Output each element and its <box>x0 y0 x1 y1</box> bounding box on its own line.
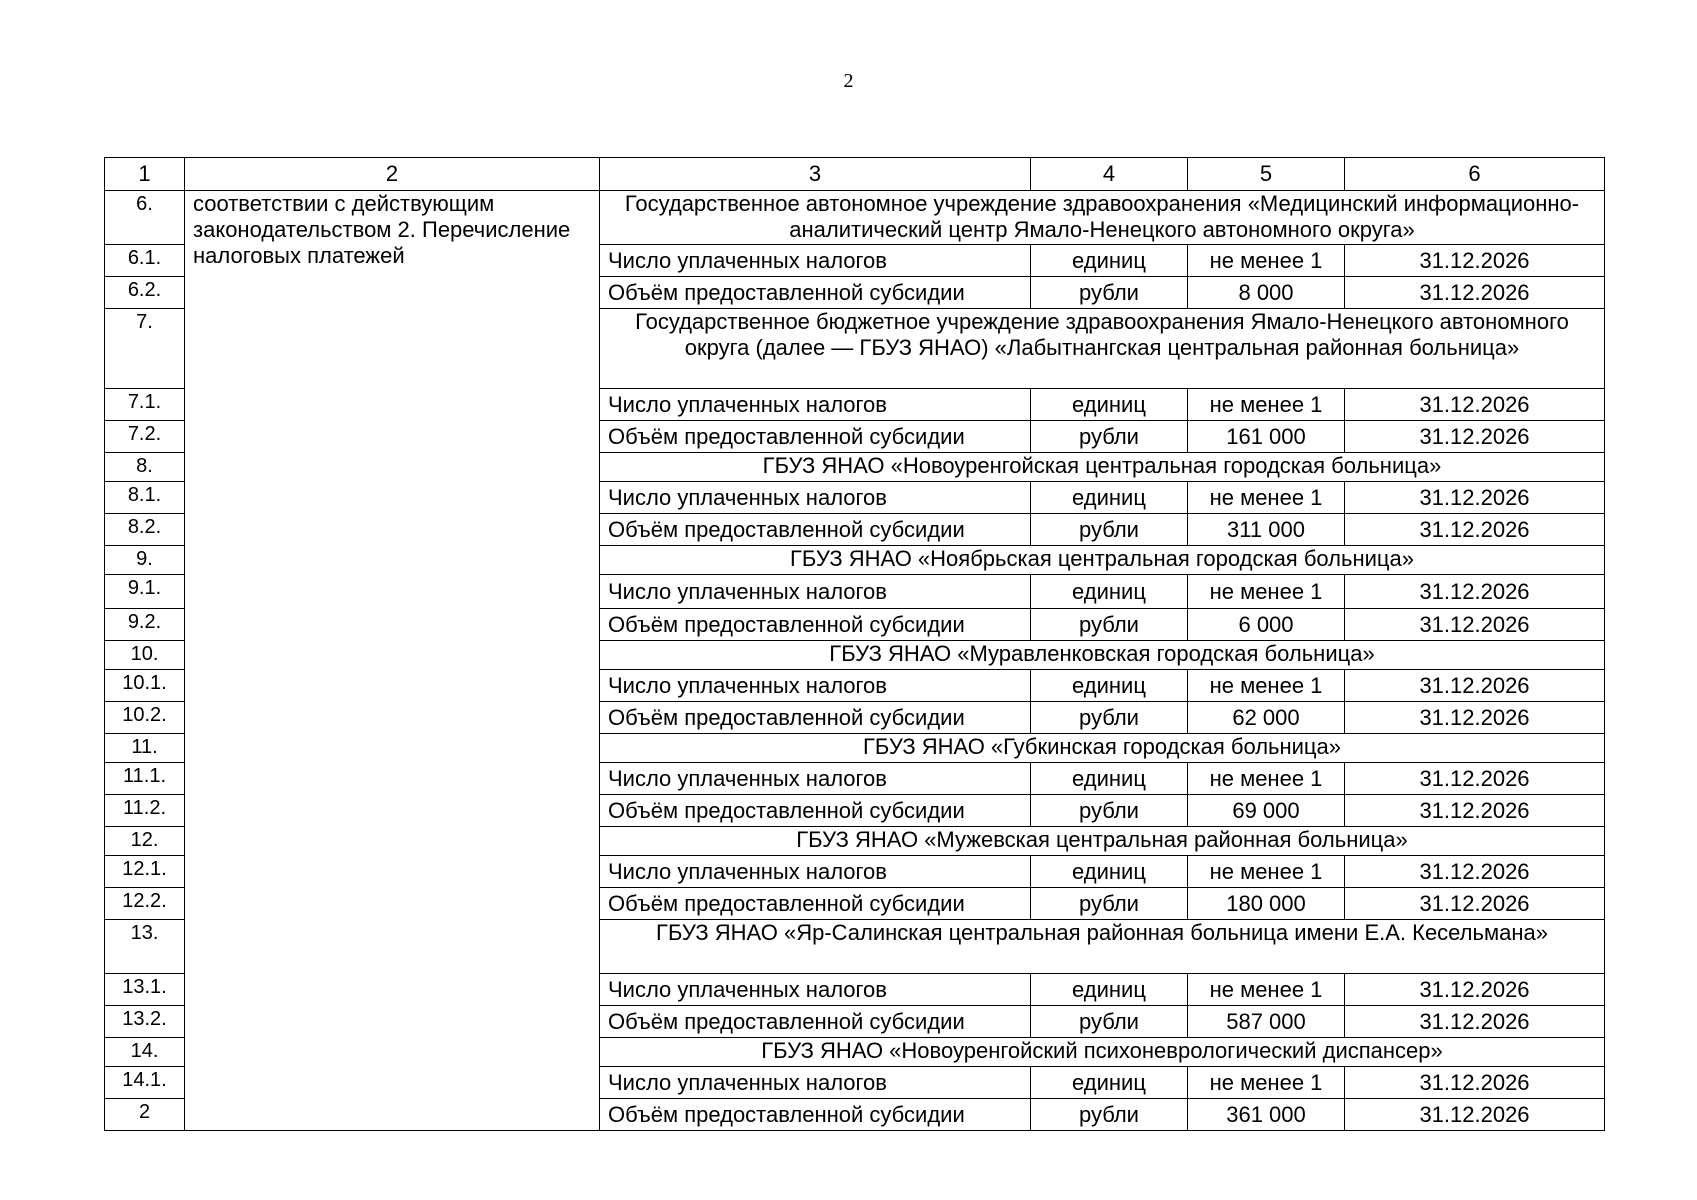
column2-text: соответствии с действующим законодательством 2. Перечисление налоговых платежей <box>185 191 600 1131</box>
indicator-name: Объём предоставленной субсидии <box>600 421 1031 453</box>
value-cell: не менее 1 <box>1188 856 1345 888</box>
header-cell: 2 <box>185 158 600 191</box>
organization-name: ГБУЗ ЯНАО «Новоуренгойский психоневрологический диспансер» <box>600 1038 1605 1067</box>
value-cell: не менее 1 <box>1188 575 1345 609</box>
value-cell: не менее 1 <box>1188 974 1345 1006</box>
row-number: 7.1. <box>105 389 185 421</box>
indicator-name: Объём предоставленной субсидии <box>600 277 1031 309</box>
date-cell: 31.12.2026 <box>1345 609 1605 641</box>
value-cell: не менее 1 <box>1188 482 1345 514</box>
row-number: 6.1. <box>105 245 185 277</box>
organization-name: Государственное бюджетное учреждение здравоохранения Ямало-Ненецкого автономного округа (далее — ГБУЗ ЯНАО) «Лабытнангская центральная районная больница» <box>600 309 1605 389</box>
header-cell: 4 <box>1031 158 1188 191</box>
date-cell: 31.12.2026 <box>1345 856 1605 888</box>
unit-cell: рубли <box>1031 1099 1188 1131</box>
value-cell: не менее 1 <box>1188 389 1345 421</box>
organization-name: ГБУЗ ЯНАО «Мужевская центральная районная больница» <box>600 827 1605 856</box>
date-cell: 31.12.2026 <box>1345 702 1605 734</box>
unit-cell: единиц <box>1031 1067 1188 1099</box>
date-cell: 31.12.2026 <box>1345 974 1605 1006</box>
indicator-name: Объём предоставленной субсидии <box>600 888 1031 920</box>
row-number: 10.2. <box>105 702 185 734</box>
unit-cell: единиц <box>1031 482 1188 514</box>
row-number: 11.1. <box>105 763 185 795</box>
date-cell: 31.12.2026 <box>1345 514 1605 546</box>
date-cell: 31.12.2026 <box>1345 245 1605 277</box>
row-number: 9.2. <box>105 609 185 641</box>
header-cell: 6 <box>1345 158 1605 191</box>
indicators-table <box>104 157 1605 1131</box>
value-cell: 161 000 <box>1188 421 1345 453</box>
unit-cell: единиц <box>1031 245 1188 277</box>
unit-cell: единиц <box>1031 670 1188 702</box>
row-number: 14.1. <box>105 1067 185 1099</box>
indicator-name: Объём предоставленной субсидии <box>600 702 1031 734</box>
row-number: 8. <box>105 453 185 482</box>
date-cell: 31.12.2026 <box>1345 1006 1605 1038</box>
table-header-row <box>105 158 1605 191</box>
row-number: 12.1. <box>105 856 185 888</box>
row-number: 7.2. <box>105 421 185 453</box>
unit-cell: рубли <box>1031 702 1188 734</box>
unit-cell: рубли <box>1031 421 1188 453</box>
indicator-name: Число уплаченных налогов <box>600 482 1031 514</box>
date-cell: 31.12.2026 <box>1345 888 1605 920</box>
indicator-name: Объём предоставленной субсидии <box>600 1099 1031 1131</box>
indicator-name: Число уплаченных налогов <box>600 1067 1031 1099</box>
unit-cell: рубли <box>1031 1006 1188 1038</box>
date-cell: 31.12.2026 <box>1345 575 1605 609</box>
row-number: 11. <box>105 734 185 763</box>
organization-name: ГБУЗ ЯНАО «Муравленковская городская больница» <box>600 641 1605 670</box>
date-cell: 31.12.2026 <box>1345 1099 1605 1131</box>
organization-name: Государственное автономное учреждение здравоохранения «Медицинский информационно-аналитический центр Ямало-Ненецкого автономного округа» <box>600 191 1605 245</box>
value-cell: 8 000 <box>1188 277 1345 309</box>
value-cell: 6 000 <box>1188 609 1345 641</box>
unit-cell: рубли <box>1031 888 1188 920</box>
value-cell: не менее 1 <box>1188 245 1345 277</box>
organization-name: ГБУЗ ЯНАО «Яр-Салинская центральная районная больница имени Е.А. Кесельмана» <box>600 920 1605 974</box>
unit-cell: единиц <box>1031 856 1188 888</box>
row-number: 7. <box>105 309 185 389</box>
row-number: 13.1. <box>105 974 185 1006</box>
indicator-name: Объём предоставленной субсидии <box>600 609 1031 641</box>
row-number: 8.2. <box>105 514 185 546</box>
row-number: 6.2. <box>105 277 185 309</box>
row-number: 11.2. <box>105 795 185 827</box>
value-cell: 311 000 <box>1188 514 1345 546</box>
indicator-name: Число уплаченных налогов <box>600 389 1031 421</box>
value-cell: 587 000 <box>1188 1006 1345 1038</box>
indicator-name: Число уплаченных налогов <box>600 763 1031 795</box>
row-number: 2 <box>105 1099 185 1131</box>
value-cell: 180 000 <box>1188 888 1345 920</box>
date-cell: 31.12.2026 <box>1345 763 1605 795</box>
unit-cell: единиц <box>1031 974 1188 1006</box>
row-number: 13.2. <box>105 1006 185 1038</box>
unit-cell: рубли <box>1031 609 1188 641</box>
indicator-name: Число уплаченных налогов <box>600 856 1031 888</box>
unit-cell: рубли <box>1031 514 1188 546</box>
unit-cell: единиц <box>1031 575 1188 609</box>
indicator-name: Число уплаченных налогов <box>600 245 1031 277</box>
date-cell: 31.12.2026 <box>1345 795 1605 827</box>
indicator-name: Объём предоставленной субсидии <box>600 795 1031 827</box>
value-cell: 69 000 <box>1188 795 1345 827</box>
date-cell: 31.12.2026 <box>1345 1067 1605 1099</box>
organization-name: ГБУЗ ЯНАО «Ноябрьская центральная городская больница» <box>600 546 1605 575</box>
unit-cell: рубли <box>1031 795 1188 827</box>
value-cell: не менее 1 <box>1188 1067 1345 1099</box>
header-cell: 3 <box>600 158 1031 191</box>
indicator-name: Объём предоставленной субсидии <box>600 1006 1031 1038</box>
row-number: 6. <box>105 191 185 245</box>
value-cell: 62 000 <box>1188 702 1345 734</box>
header-cell: 5 <box>1188 158 1345 191</box>
page-number: 2 <box>843 70 854 92</box>
unit-cell: единиц <box>1031 763 1188 795</box>
indicator-name: Число уплаченных налогов <box>600 575 1031 609</box>
row-number: 10. <box>105 641 185 670</box>
header-cell: 1 <box>105 158 185 191</box>
organization-name: ГБУЗ ЯНАО «Губкинская городская больница» <box>600 734 1605 763</box>
row-number: 14. <box>105 1038 185 1067</box>
date-cell: 31.12.2026 <box>1345 482 1605 514</box>
row-number: 12.2. <box>105 888 185 920</box>
row-number: 9. <box>105 546 185 575</box>
row-number: 9.1. <box>105 575 185 609</box>
date-cell: 31.12.2026 <box>1345 421 1605 453</box>
row-number: 12. <box>105 827 185 856</box>
organization-row <box>105 191 1605 245</box>
unit-cell: рубли <box>1031 277 1188 309</box>
date-cell: 31.12.2026 <box>1345 277 1605 309</box>
indicator-name: Число уплаченных налогов <box>600 974 1031 1006</box>
value-cell: не менее 1 <box>1188 670 1345 702</box>
row-number: 13. <box>105 920 185 974</box>
indicator-name: Число уплаченных налогов <box>600 670 1031 702</box>
row-number: 10.1. <box>105 670 185 702</box>
unit-cell: единиц <box>1031 389 1188 421</box>
date-cell: 31.12.2026 <box>1345 670 1605 702</box>
value-cell: не менее 1 <box>1188 763 1345 795</box>
row-number: 8.1. <box>105 482 185 514</box>
organization-name: ГБУЗ ЯНАО «Новоуренгойская центральная городская больница» <box>600 453 1605 482</box>
value-cell: 361 000 <box>1188 1099 1345 1131</box>
date-cell: 31.12.2026 <box>1345 389 1605 421</box>
indicator-name: Объём предоставленной субсидии <box>600 514 1031 546</box>
